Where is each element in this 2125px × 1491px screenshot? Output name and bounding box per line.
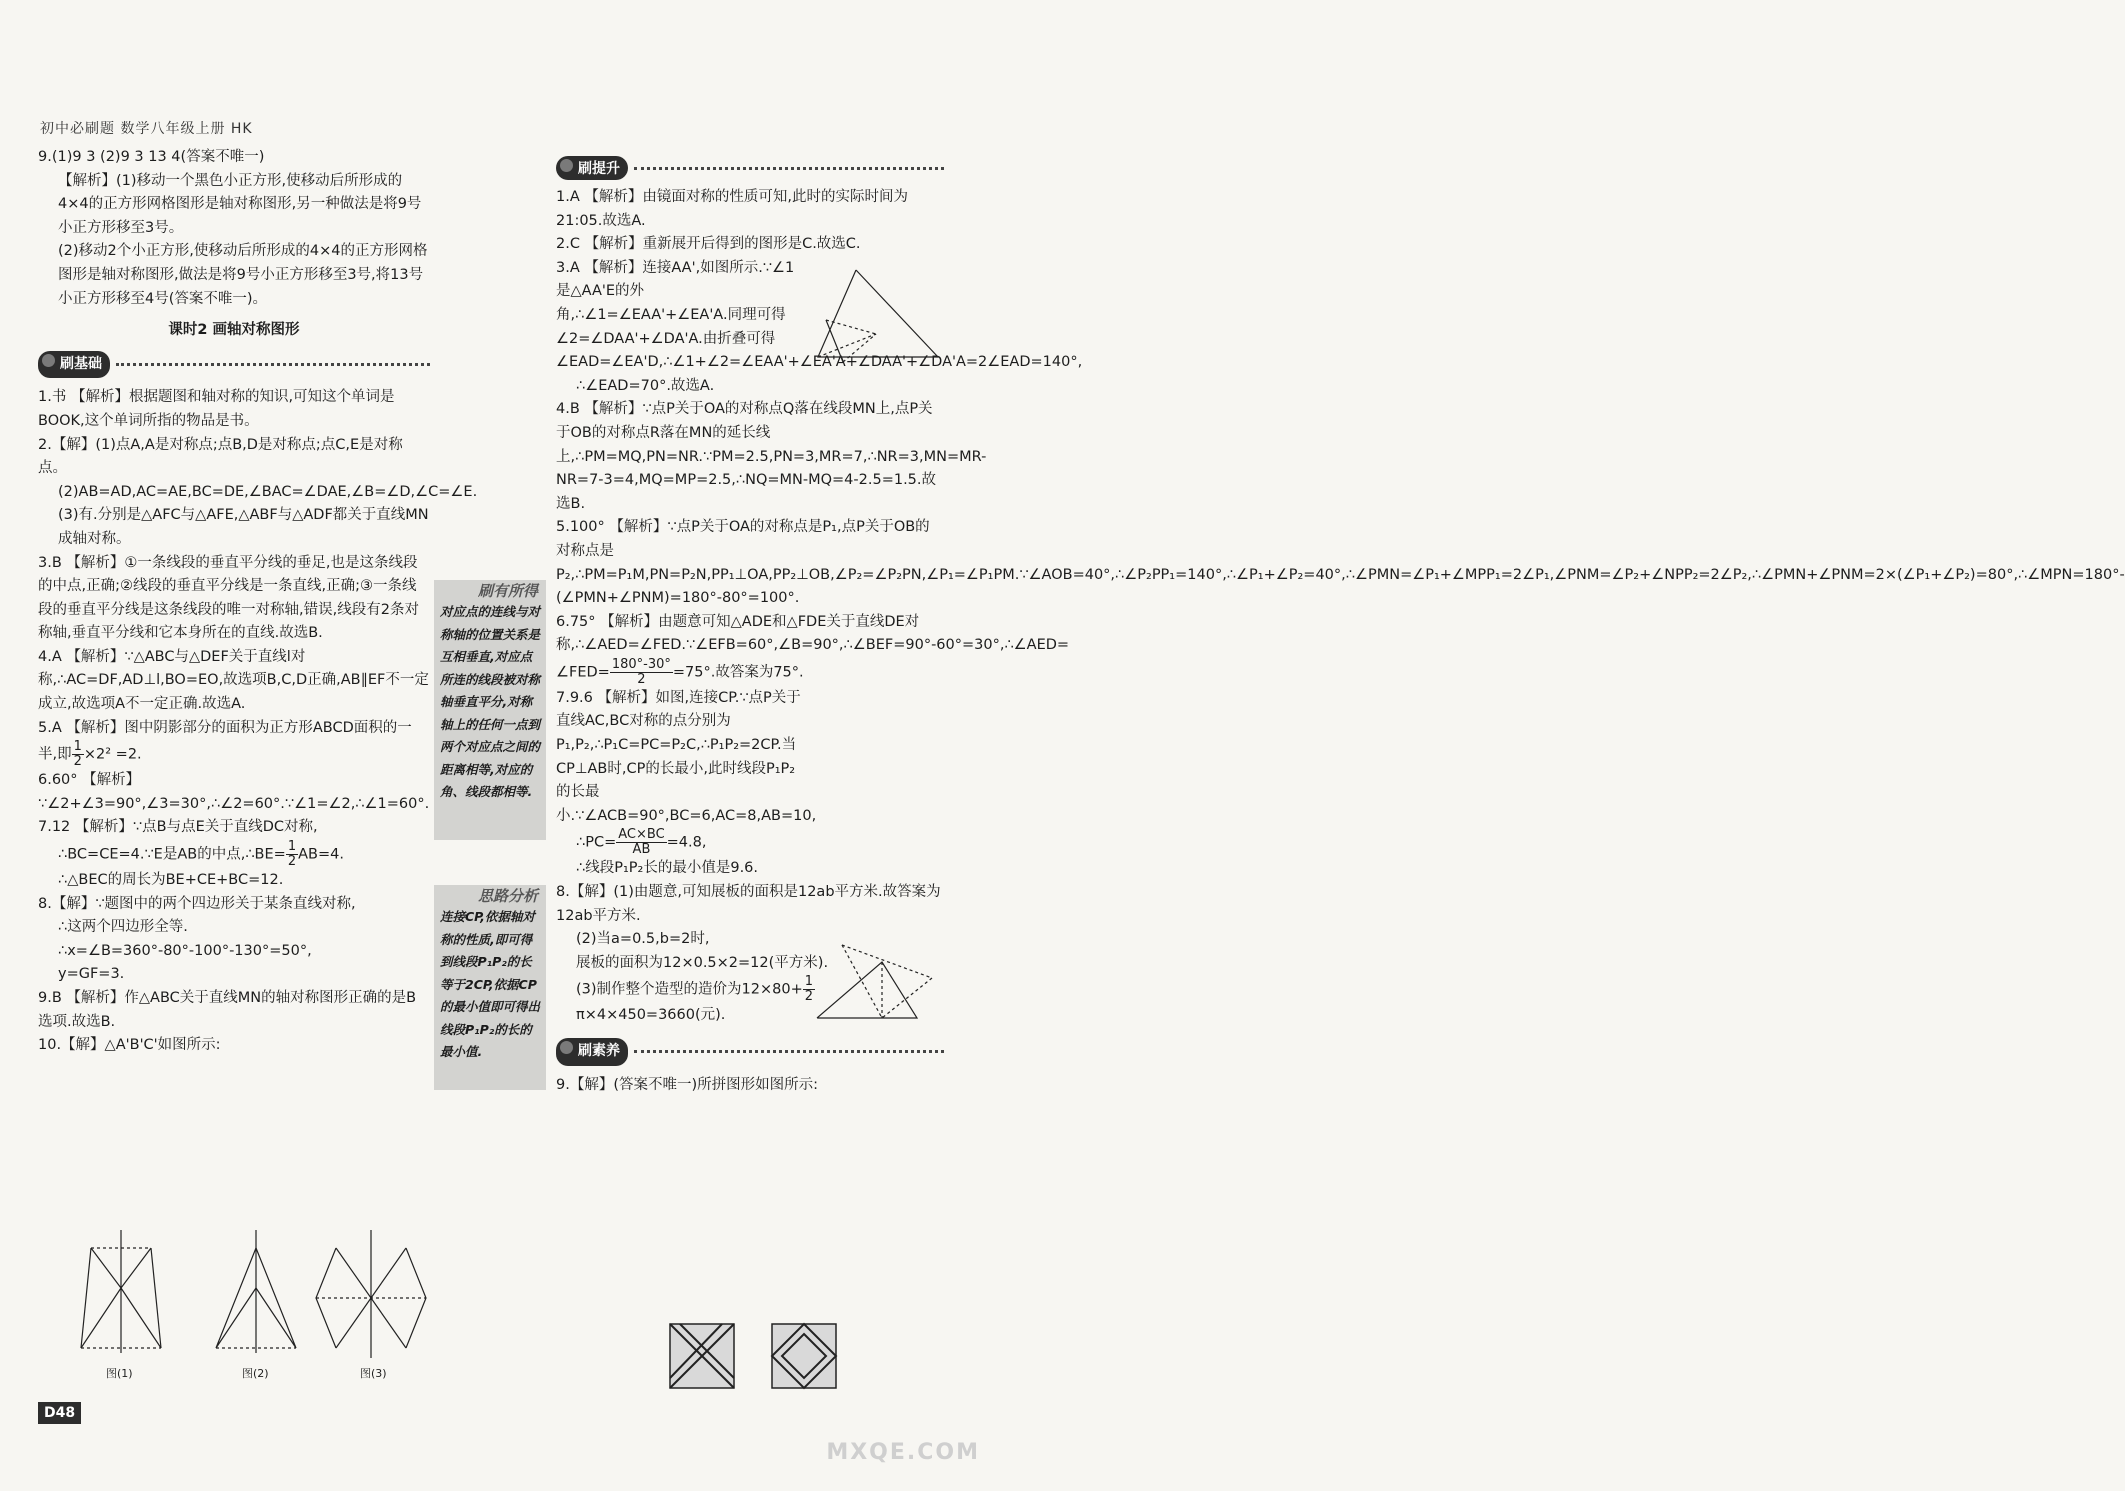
dotted-divider [116, 363, 430, 366]
left-column [38, 146, 478, 1058]
frac-den: 2 [804, 989, 814, 1005]
r-q3: 3.A 【解析】连接AA',如图所示.∵∠1是△AA'E的外角,∴∠1=∠EAA'+∠EA'A.同理可得∠2=∠DAA'+∠DA'A.由折叠可得∠EAD=∠EA'D,∴∠1+∠2=∠EAA'+∠EA'A+∠DAA'+∠DA'A=2∠EAD=140°, [556, 259, 1083, 371]
r-q5: 5.100° 【解析】∵点P关于OA的对称点是P₁,点P关于OB的对称点是P₂,∴PM=P₁M,PN=P₂N,PP₁⊥OA,PP₂⊥OB,∠P₂=∠P₂PN,∠P₁=∠P₁PM.∵∠AOB=40°,∴∠P₂PP₁=140°,∴∠P₁+∠P₂=40°,∴∠PMN=∠P₁+∠MPP₁=2∠P₁,∠PNM=∠P₂+∠NPP₂=2∠P₂,∴∠PMN+∠PNM=2×(∠P₁+∠P₂)=80°,∴∠MPN=180°-(∠PMN+∠PNM)=180°-80°=100°. [556, 519, 2125, 607]
q9b: 9.B 【解析】作△ABC关于直线MN的轴对称图形正确的是B选项.故选B. [38, 990, 417, 1030]
q7-line2 [38, 840, 430, 869]
frac-num: 180°-30° [611, 656, 671, 672]
watermark: MXQE.COM [826, 1440, 980, 1465]
q7-fraction [616, 828, 666, 857]
section-basic [38, 351, 430, 379]
side-note-1 [434, 580, 546, 840]
r-q8-line3: 展板的面积为12×0.5×2=12(平方米). [576, 954, 829, 971]
q6-fraction [610, 658, 673, 687]
fig2-caption: 图(2) [242, 1367, 269, 1380]
q9-answer: 9.(1)9 3 (2)9 3 13 4(答案不唯一) [38, 149, 265, 165]
q1: 1.书 【解析】根据题图和轴对称的知识,可知这个单词是BOOK,这个单词所指的物品是书。 [38, 389, 395, 429]
q6-text: ∠FED= [556, 664, 610, 681]
q5-fraction [72, 740, 84, 769]
q10: 10.【解】△A'B'C'如图所示: [38, 1037, 221, 1054]
r-q8-line1: 8.【解】(1)由题意,可知展板的面积是12ab平方米.故答案为12ab平方米. [556, 884, 941, 924]
section-badge: 刷基础 [38, 351, 110, 379]
frac-den: 2 [637, 671, 646, 687]
q8-line3: ∴x=∠B=360°-80°-100°-130°=50°, [58, 942, 312, 959]
r-q7-line2 [556, 828, 944, 857]
dotted-divider [634, 167, 944, 170]
frac-den: 2 [73, 754, 82, 770]
side-note-2 [434, 885, 546, 1090]
q8-tail: π×4×450=3660(元). [576, 1007, 726, 1024]
q7-text: ∴PC= [576, 834, 617, 851]
q9-analysis-2: (2)移动2个小正方形,使移动后所形成的4×4的正方形网格图形是轴对称图形,做法是将9号小正方形移至3号,将13号小正方形移至4号(答案不唯一)。 [58, 243, 428, 307]
dotted-divider [634, 1050, 944, 1053]
q7-line1: 7.12 【解析】∵点B与点E关于直线DC对称, [38, 819, 318, 836]
page-number: D48 [38, 1402, 81, 1424]
r-q2: 2.C 【解析】重新展开后得到的图形是C.故选C. [556, 236, 861, 253]
side-note-heading: 思路分析 [477, 887, 538, 905]
r-q7: 7.9.6 【解析】如图,连接CP.∵点P关于直线AC,BC对称的点分别为P₁,P₂,∴P₁C=PC=P₂C,∴P₁P₂=2CP.当CP⊥AB时,CP的长最小,此时线段P₁P₂的长最小.∵∠ACB=90°,BC=6,AC=8,AB=10, [556, 689, 817, 824]
q8-line1: 8.【解】∵题图中的两个四边形关于某条直线对称, [38, 895, 356, 912]
r-q3-end: ∴∠EAD=70°.故选A. [576, 377, 715, 394]
q3-figure [808, 262, 948, 382]
r-q6-line2 [556, 658, 944, 687]
figure-1 [81, 1230, 161, 1353]
section-literacy [556, 1038, 944, 1066]
frac-num: 1 [287, 839, 297, 855]
q8-text: (3)制作整个造型的造价为12×80+ [576, 981, 803, 998]
r-q9: 9.【解】(答案不唯一)所拼图形如图所示: [556, 1076, 819, 1093]
figure-2 [216, 1230, 296, 1353]
q7-text: ∴BC=CE=4.∵E是AB的中点,∴BE= [58, 846, 286, 863]
q6: 6.60° 【解析】∵∠2+∠3=90°,∠3=30°,∴∠2=60°.∵∠1=∠2,∴∠1=60°. [38, 772, 430, 812]
q7-line3: ∴△BEC的周长为BE+CE+BC=12. [58, 872, 284, 889]
frac-den: AB [632, 842, 651, 858]
r-q8-line2: (2)当a=0.5,b=2时, [576, 931, 710, 948]
q7-figure [812, 940, 948, 1030]
r-q7-line3: ∴线段P₁P₂长的最小值是9.6. [576, 860, 759, 877]
frac-num: AC×BC [618, 827, 665, 843]
q5-tail: ×2² =2. [83, 746, 142, 763]
q9-analysis-1: 【解析】(1)移动一个黑色小正方形,使移动后所形成的4×4的正方形网格图形是轴对称图形,另一种做法是将9号小正方形移至3号。 [58, 172, 422, 236]
side-note-text: 连接CP,依据轴对称的性质,即可得到线段P₁P₂的长等于2CP,依据CP的最小值即可得出线段P₁P₂的长的最小值. [440, 909, 541, 1059]
q7-tail: AB=4. [298, 846, 344, 863]
r-q6: 6.75° 【解析】由题意可知△ADE和△FDE关于直线DE对称,∴∠AED=∠FED.∵∠EFB=60°,∠B=90°,∴∠BEF=90°-60°=30°,∴∠AED= [556, 613, 1070, 654]
q7-tail: =4.8, [666, 834, 707, 851]
section-badge: 刷素养 [556, 1038, 628, 1066]
r-q4: 4.B 【解析】∵点P关于OA的对称点Q落在线段MN上,点P关于OB的对称点R落在MN的延长线上,∴PM=MQ,PN=NR.∵PM=2.5,PN=3,MR=7,∴NR=3,MN=MR-NR=7-3=4,MQ=MP=2.5,∴NQ=MN-MQ=4-2.5=1.5.故选B. [556, 401, 987, 512]
fig3-caption: 图(3) [360, 1367, 387, 1380]
q9-tiles [668, 1322, 843, 1392]
q4: 4.A 【解析】∵△ABC与△DEF关于直线l对称,∴AC=DF,AD⊥l,BO=EO,故选项B,C,D正确,AB∥EF不一定成立,故选项A不一定正确.故选A. [38, 648, 429, 713]
q6-tail: =75°.故答案为75°. [672, 664, 804, 681]
q8-line4: y=GF=3. [58, 966, 125, 983]
q2-part1: 2.【解】(1)点A,A是对称点;点B,D是对称点;点C,E是对称点。 [38, 436, 403, 477]
section-row [556, 156, 944, 180]
section-advanced [556, 152, 944, 188]
section-badge: 刷提升 [556, 156, 628, 180]
fig1-caption: 图(1) [106, 1367, 133, 1380]
q5-text: 5.A 【解析】图中阴影部分的面积为正方形ABCD面积的一半,即 [38, 719, 412, 763]
q2-part3: (3)有.分别是△AFC与△AFE,△ABF与△ADF都关于直线MN成轴对称。 [58, 507, 429, 547]
page-header: 初中必刷题 数学八年级上册 HK [40, 121, 253, 137]
q2-part2: (2)AB=AD,AC=AE,BC=DE,∠BAC=∠DAE,∠B=∠D,∠C=∠E. [58, 483, 478, 500]
frac-num: 1 [73, 739, 82, 755]
q3: 3.B 【解析】①一条线段的垂直平分线的垂足,也是这条线段的中点,正确;②线段的垂直平分线是一条直线,正确;③一条线段的垂直平分线是这条线段的唯一对称轴,错误,线段有2条对称轴,垂直平分线和它本身所在的直线.故选B. [38, 554, 419, 642]
frac-den: 2 [287, 854, 297, 870]
figure-3 [316, 1230, 426, 1358]
r-q1: 1.A 【解析】由镜面对称的性质可知,此时的实际时间为21:05.故选A. [556, 189, 908, 229]
side-note-heading: 刷有所得 [477, 582, 538, 600]
q10-figures [66, 1228, 436, 1378]
q5 [38, 717, 430, 770]
frac-num: 1 [804, 974, 814, 990]
q7-fraction [286, 840, 298, 869]
side-note-text: 对应点的连线与对称轴的位置关系是互相垂直,对应点所连的线段被对称轴垂直平分,对称轴上的任何一点到两个对应点之间的距离相等,对应的角、线段都相等. [440, 604, 541, 799]
lesson-title: 课时2 画轴对称图形 [168, 322, 300, 339]
q8-line2: ∴这两个四边形全等. [58, 919, 188, 936]
